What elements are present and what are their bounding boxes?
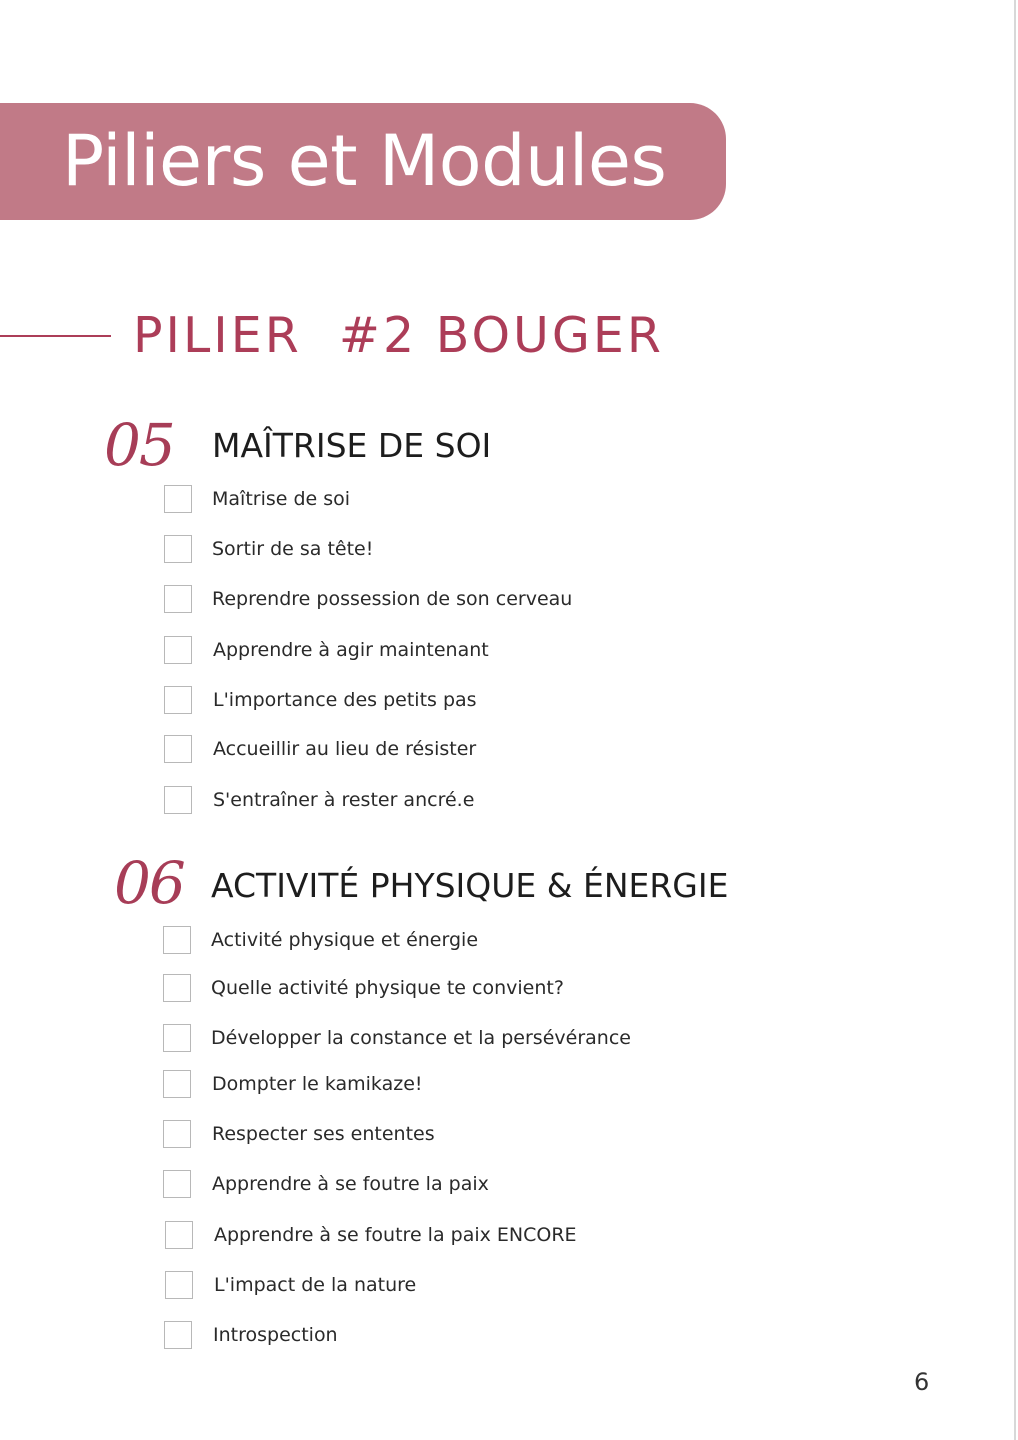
checklist-item-label: Maîtrise de soi [212,488,351,510]
checkbox[interactable] [163,926,191,954]
checkbox[interactable] [164,535,192,563]
checklist-item-label: Apprendre à se foutre la paix ENCORE [214,1224,577,1246]
module-title: MAÎTRISE DE SOI [212,426,492,465]
checkbox[interactable] [163,1170,191,1198]
checklist-item-label: Activité physique et énergie [211,929,479,951]
checklist-item-label: L'impact de la nature [214,1274,417,1296]
checkbox[interactable] [164,1321,192,1349]
checklist-item-label: Accueillir au lieu de résister [213,738,477,760]
checkbox[interactable] [164,686,192,714]
checkbox[interactable] [164,485,192,513]
checklist-item-label: Quelle activité physique te convient? [211,977,564,999]
checkbox[interactable] [163,1120,191,1148]
checkbox[interactable] [163,1024,191,1052]
checklist-item-label: Développer la constance et la persévérance [211,1027,631,1049]
checklist-item-label: Reprendre possession de son cerveau [212,588,573,610]
title-banner [0,103,726,220]
module-number: 05 [104,411,174,479]
page-number: 6 [914,1368,930,1396]
checkbox[interactable] [164,636,192,664]
checklist-item-label: Respecter ses ententes [212,1123,435,1145]
checkbox[interactable] [164,585,192,613]
checklist-item-label: Sortir de sa tête! [212,538,374,560]
checkbox[interactable] [164,735,192,763]
page-edge [1014,0,1016,1440]
checklist-item-label: Dompter le kamikaze! [212,1073,423,1095]
checklist-item-label: L'importance des petits pas [213,689,477,711]
pillar-heading: PILIER #2 BOUGER [133,307,664,364]
checklist-item-label: Introspection [213,1324,338,1346]
checkbox[interactable] [163,974,191,1002]
page-title: Piliers et Modules [62,120,667,202]
checklist-item-label: Apprendre à se foutre la paix [212,1173,489,1195]
checkbox[interactable] [165,1271,193,1299]
pillar-divider-line [0,335,111,337]
checklist-item-label: Apprendre à agir maintenant [213,639,489,661]
checkbox[interactable] [164,786,192,814]
checkbox[interactable] [165,1221,193,1249]
checklist-item-label: S'entraîner à rester ancré.e [213,789,475,811]
module-title: ACTIVITÉ PHYSIQUE & ÉNERGIE [211,866,729,905]
module-number: 06 [114,849,184,917]
checkbox[interactable] [163,1070,191,1098]
